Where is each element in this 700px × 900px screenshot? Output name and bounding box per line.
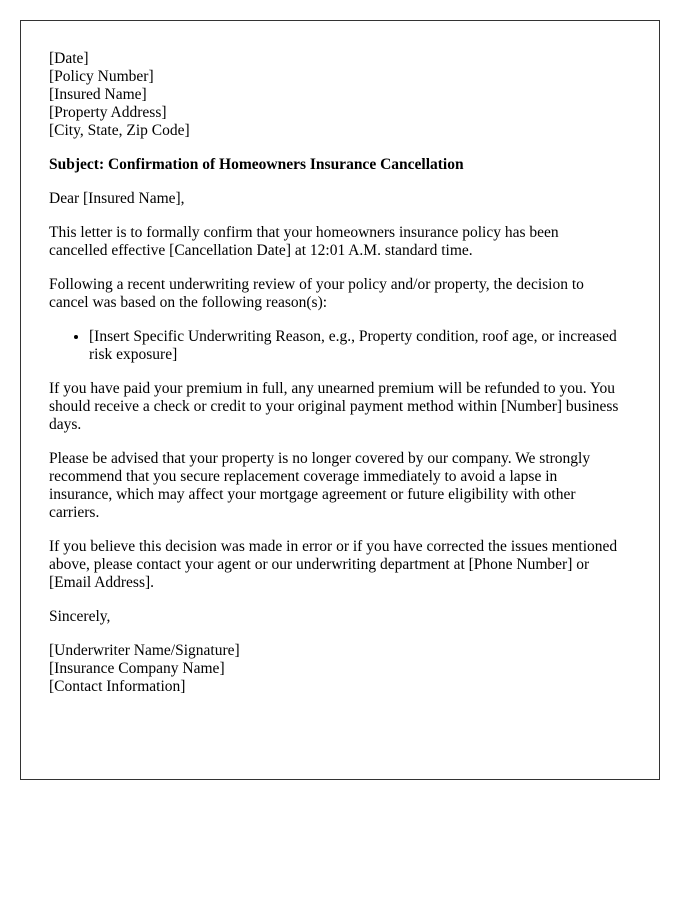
contact-paragraph: If you believe this decision was made in error or if you have corrected the issues mentioned above, please contact your agent or our underwriting department at [Phone Number] or [Email Address]. — [49, 538, 618, 591]
recipient-header — [49, 50, 619, 140]
closing: Sincerely, — [49, 608, 111, 625]
coverage-notice-paragraph: Please be advised that your property is no longer covered by our company. We strongly recommend that you secure replacement coverage immediately to avoid a lapse in insurance, which may affect your mortgage agreement or future eligibility with other carriers. — [49, 450, 591, 521]
reason-item: • [Insert Specific Underwriting Reason, e.g., Property condition, roof age, or increased risk exposure] — [89, 328, 619, 364]
property-address-field: [Property Address] — [49, 104, 167, 121]
date-field: [Date] — [49, 50, 89, 67]
letter-content — [49, 50, 619, 712]
underwriter-signature: [Underwriter Name/Signature] — [49, 642, 240, 659]
reasons-list — [49, 328, 619, 364]
city-state-zip-field: [City, State, Zip Code] — [49, 122, 190, 139]
reason-intro-paragraph: Following a recent underwriting review of your policy and/or property, the decision to cancel was based on the following reason(s): — [49, 276, 584, 311]
confirmation-paragraph: This letter is to formally confirm that your homeowners insurance policy has been cancelled effective [Cancellation Date] at 12:01 A.M. standard time. — [49, 224, 559, 259]
insured-name-field: [Insured Name] — [49, 86, 147, 103]
salutation: Dear [Insured Name], — [49, 190, 185, 207]
letter-page — [20, 20, 660, 780]
subject-line: Subject: Confirmation of Homeowners Insurance Cancellation — [49, 156, 464, 173]
company-name: [Insurance Company Name] — [49, 660, 225, 677]
policy-number-field: [Policy Number] — [49, 68, 154, 85]
refund-paragraph: If you have paid your premium in full, any unearned premium will be refunded to you. You should receive a check or credit to your original payment method within [Number] business days. — [49, 380, 619, 433]
signature-block — [49, 642, 619, 696]
contact-information: [Contact Information] — [49, 678, 186, 695]
